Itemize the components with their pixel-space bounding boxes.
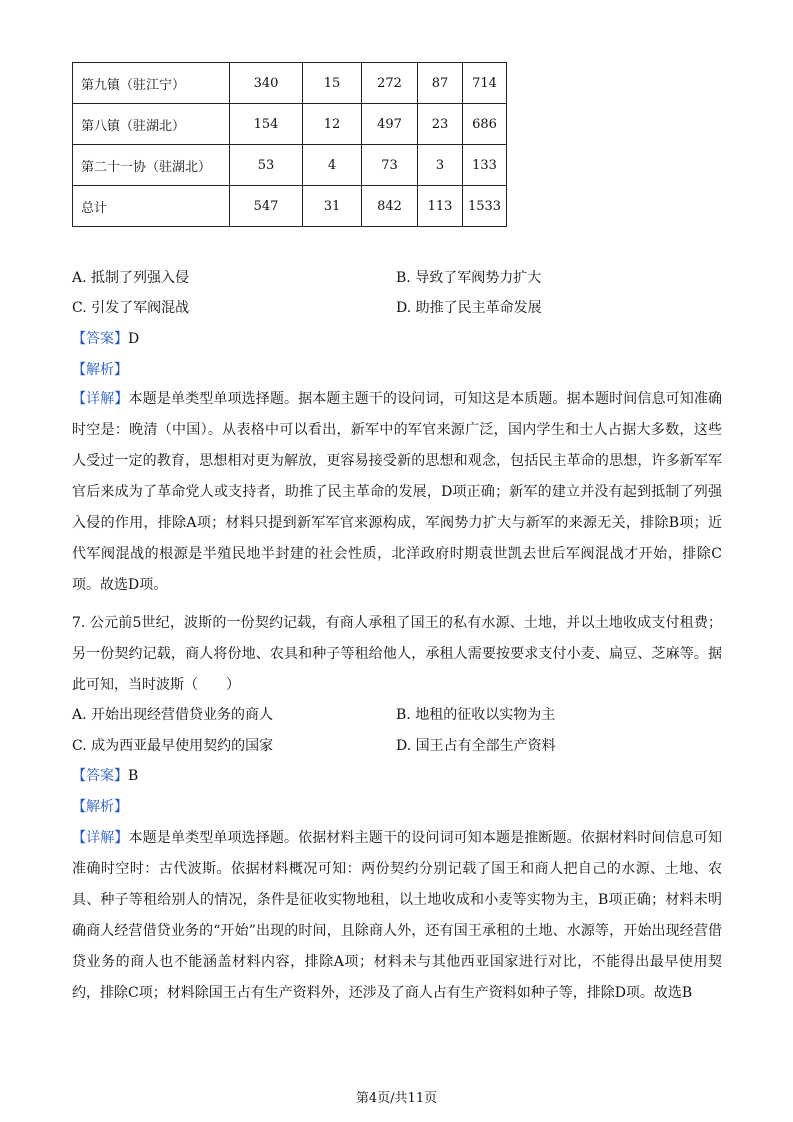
q7-option-b: B. 地租的征收以实物为主	[396, 707, 556, 723]
q6-option-d: D. 助推了民主革命发展	[396, 300, 542, 316]
officer-source-table	[72, 62, 507, 227]
q6-option-c: C. 引发了军阀混战	[72, 300, 190, 316]
unit-name-cell: 第二十一协（驻湖北）	[73, 145, 230, 186]
q6-option-a: A. 抵制了列强入侵	[72, 270, 190, 286]
value-cell: 1533	[463, 186, 507, 227]
answer-value: D	[128, 331, 140, 347]
page-footer: 第4页/共11页	[355, 1091, 438, 1106]
q6-option-b: B. 导致了军阀势力扩大	[396, 270, 542, 286]
value-cell: 3	[418, 145, 463, 186]
unit-name-cell: 总计	[73, 186, 230, 227]
value-cell: 87	[418, 63, 463, 104]
table-row	[73, 145, 507, 186]
value-cell: 714	[463, 63, 507, 104]
q7-option-c: C. 成为西亚最早使用契约的国家	[72, 738, 274, 754]
value-cell: 547	[230, 186, 303, 227]
q6-analysis-tag: 【解析】	[72, 362, 128, 378]
detail-text: 本题是单类型单项选择题。依据材料主题干的设问词可知本题是推断题。依据材料时间信息可知准确时空时：古代波斯。依据材料概况可知：两份契约分别记载了国王和商人把自己的水源、土地、农具、种子等租给别人的情况，条件是征收实物地租，以土地收成和小麦等实物为主，B项正确；材料未明确商人经营借贷业务的“开始”出现的时间，且除商人外，还有国王承租的土地、水源等，开始出现经营借贷业务的商人也不能涵盖材料内容，排除A项；材料未与其他西亚国家进行对比，不能得出最早使用契约，排除C项；材料除国王占有生产资料外，还涉及了商人占有生产资料如种子等，排除D项。故选B	[72, 830, 723, 1001]
value-cell: 4	[303, 145, 362, 186]
value-cell: 31	[303, 186, 362, 227]
value-cell: 12	[303, 104, 362, 145]
q7-answer	[72, 766, 138, 786]
answer-value: B	[128, 768, 139, 784]
value-cell: 272	[362, 63, 418, 104]
value-cell: 73	[362, 145, 418, 186]
value-cell: 133	[463, 145, 507, 186]
q7-stem: 7. 公元前5世纪，波斯的一份契约记载，有商人承租了国王的私有水源、土地，并以土地收成支付租费；另一份契约记载，商人将份地、农具和种子等租给他人，承租人需要按要求支付小麦、扁豆、芝麻等。据此可知，当时波斯（ ）	[72, 615, 722, 693]
q6-answer	[72, 329, 139, 349]
q7-analysis-tag: 【解析】	[72, 799, 128, 815]
detail-text: 本题是单类型单项选择题。据本题主题干的设问词，可知这是本质题。据本题时间信息可知准确时空是：晚清（中国）。从表格中可以看出，新军中的军官来源广泛，国内学生和士人占据大多数，这些人受过一定的教育，思想相对更为解放，更容易接受新的思想和观念，包括民主革命的思想，许多新军军官后来成为了革命党人或支持者，助推了民主革命的发展，D项正确；新军的建立并没有起到抵制了列强入侵的作用，排除A项；材料只提到新军军官来源构成，军阀势力扩大与新军的来源无关，排除B项；近代军阀混战的根源是半殖民地半封建的社会性质，北洋政府时期袁世凯去世后军阀混战才开始，排除C项。故选D项。	[72, 391, 723, 593]
detail-tag: 【详解】	[72, 391, 129, 407]
unit-name-cell: 第八镇（驻湖北）	[73, 104, 230, 145]
q7-option-a: A. 开始出现经营借贷业务的商人	[72, 707, 274, 723]
value-cell: 113	[418, 186, 463, 227]
table-row	[73, 104, 507, 145]
value-cell: 23	[418, 104, 463, 145]
value-cell: 340	[230, 63, 303, 104]
detail-tag: 【详解】	[72, 830, 129, 846]
value-cell: 497	[362, 104, 418, 145]
q7-option-d: D. 国王占有全部生产资料	[396, 738, 556, 754]
answer-tag: 【答案】	[72, 331, 128, 347]
q6-detail	[72, 384, 722, 601]
table-row	[73, 186, 507, 227]
q7-detail	[72, 823, 722, 1009]
value-cell: 686	[463, 104, 507, 145]
value-cell: 154	[230, 104, 303, 145]
value-cell: 842	[362, 186, 418, 227]
value-cell: 15	[303, 63, 362, 104]
value-cell: 53	[230, 145, 303, 186]
table-row	[73, 63, 507, 104]
unit-name-cell: 第九镇（驻江宁）	[73, 63, 230, 104]
answer-tag: 【答案】	[72, 768, 128, 784]
